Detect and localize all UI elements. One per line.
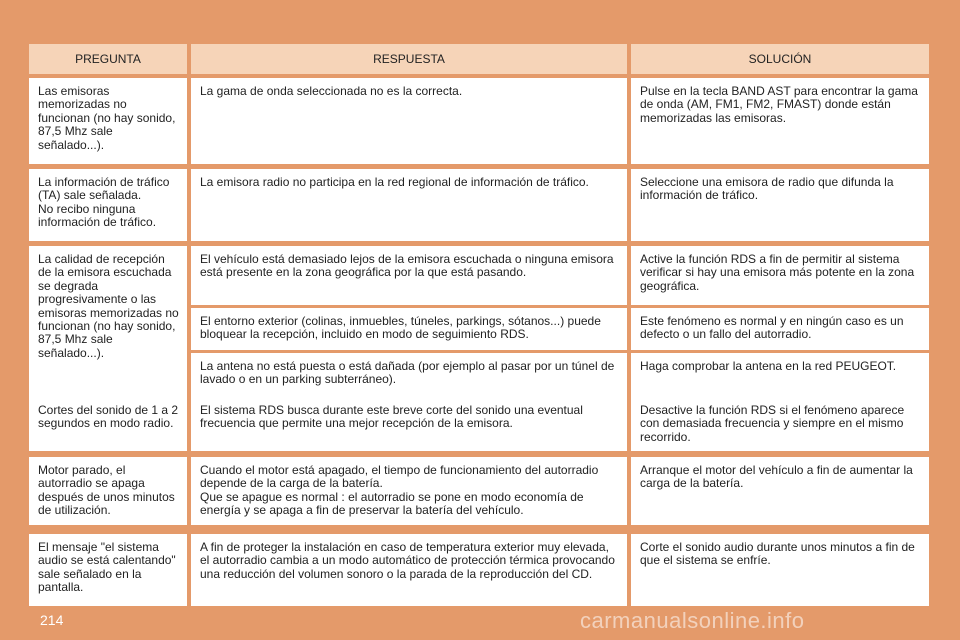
solution-cell: Corte el sonido audio durante unos minutos a fin de que el sistema se enfríe. <box>631 534 929 606</box>
solution-cell: Este fenómeno es normal y en ningún caso es un defecto o un fallo del autorradio. <box>631 308 929 350</box>
answer-cell: La gama de onda seleccionada no es la correcta. <box>191 78 627 164</box>
answer-cell: El sistema RDS busca durante este breve corte del sonido una eventual frecuencia que permite una mejor recepción de la emisora. <box>191 397 627 451</box>
answer-cell: A fin de proteger la instalación en caso de temperatura exterior muy elevada, el autorradio cambia a un modo automático de protección térmica provocando una reducción del volumen sonoro o la parada de la reproducción del CD. <box>191 534 627 606</box>
question-cell: Motor parado, el autorradio se apaga después de unos minutos de utilización. <box>29 457 187 525</box>
solution-cell: Seleccione una emisora de radio que difunda la información de tráfico. <box>631 169 929 241</box>
solution-cell: Haga comprobar la antena en la red PEUGEOT. <box>631 353 929 432</box>
solution-cell: Pulse en la tecla BAND AST para encontrar la gama de onda (AM, FM1, FM2, FMAST) donde están memorizadas las emisoras. <box>631 78 929 164</box>
answer-cell: La antena no está puesta o está dañada (por ejemplo al pasar por un túnel de lavado o en un parking subterráneo). <box>191 353 627 432</box>
header-respuesta: RESPUESTA <box>191 44 627 74</box>
answer-cell: El vehículo está demasiado lejos de la emisora escuchada o ninguna emisora está presente en la zona geográfica por la que está pasando. <box>191 246 627 305</box>
solution-cell: Desactive la función RDS si el fenómeno aparece con demasiada frecuencia y siempre en el mismo recorrido. <box>631 397 929 451</box>
question-cell: El mensaje "el sistema audio se está calentando" sale señalado en la pantalla. <box>29 534 187 606</box>
answer-cell: Cuando el motor está apagado, el tiempo de funcionamiento del autorradio depende de la carga de la batería. Que se apague es normal : el autorradio se pone en modo economía de energía y se apaga a fin de preservar la batería del vehículo. <box>191 457 627 525</box>
table-row <box>29 397 929 451</box>
question-cell: La calidad de recepción de la emisora escuchada se degrada progresivamente o las emisoras memorizadas no funcionan (no hay sonido, 87,5 Mhz sale señalado...). <box>29 246 187 432</box>
watermark: carmanualsonline.info <box>580 608 805 633</box>
page-number: 214 <box>40 612 64 628</box>
question-cell: Las emisoras memorizadas no funcionan (no hay sonido, 87,5 Mhz sale señalado...). <box>29 78 187 164</box>
table-row <box>29 169 929 241</box>
question-cell: La información de tráfico (TA) sale señalada. No recibo ninguna información de tráfico. <box>29 169 187 241</box>
table-row <box>29 78 929 164</box>
table-row <box>29 457 929 525</box>
header-solucion: SOLUCIÓN <box>631 44 929 74</box>
answer-cell: La emisora radio no participa en la red regional de información de tráfico. <box>191 169 627 241</box>
answer-cell: El entorno exterior (colinas, inmuebles, túneles, parkings, sótanos...) puede bloquear la recepción, incluido en modo de seguimiento RDS. <box>191 308 627 350</box>
solution-cell: Arranque el motor del vehículo a fin de aumentar la carga de la batería. <box>631 457 929 525</box>
table-row <box>29 534 929 606</box>
header-pregunta: PREGUNTA <box>29 44 187 74</box>
solution-cell: Active la función RDS a fin de permitir al sistema verificar si hay una emisora más potente en la zona geográfica. <box>631 246 929 305</box>
table-header <box>29 44 929 74</box>
question-cell: Cortes del sonido de 1 a 2 segundos en modo radio. <box>29 397 187 451</box>
